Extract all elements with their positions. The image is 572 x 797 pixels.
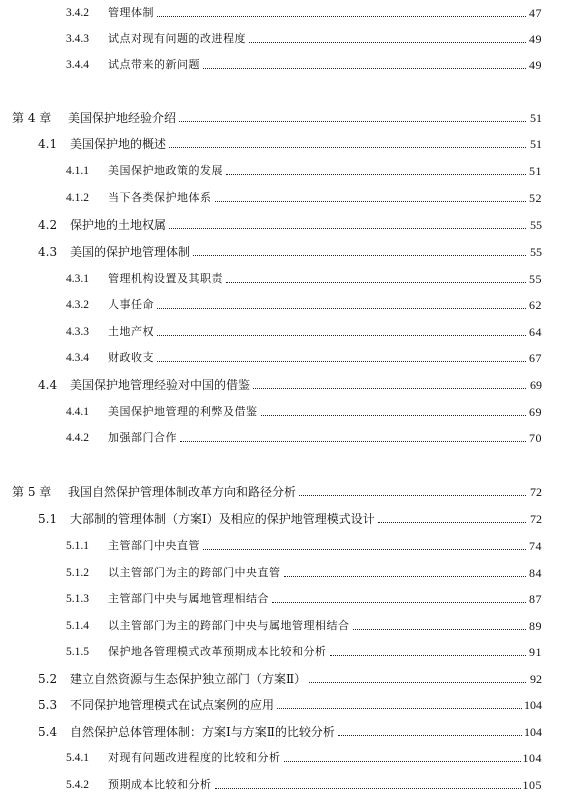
toc-entry-title: 人事任命	[108, 298, 154, 311]
toc-entry-page: 49	[529, 32, 542, 46]
toc-entry-page: 104	[524, 725, 542, 739]
toc-entry-number: 4.1.1	[66, 165, 89, 177]
toc-dot-leader	[169, 147, 526, 148]
toc-entry-title: 管理机构设置及其职责	[108, 272, 223, 285]
toc-entry-number: 5.2	[38, 672, 58, 686]
toc-entry-number: 5.1.1	[66, 540, 89, 552]
toc-entry-number: 5.1.5	[66, 646, 89, 658]
toc-entry-number: 3.4.3	[66, 33, 89, 45]
toc-dot-leader	[193, 255, 526, 256]
toc-entry-title: 试点对现有问题的改进程度	[108, 32, 246, 45]
toc-entry-page: 72	[530, 512, 542, 526]
toc-entry-number: 3.4.4	[66, 59, 89, 71]
toc-entry[interactable]	[66, 641, 542, 659]
toc-entry[interactable]	[38, 668, 542, 686]
toc-entry[interactable]	[66, 187, 542, 205]
toc-entry-title: 建立自然资源与生态保护独立部门（方案Ⅱ）	[70, 672, 307, 686]
toc-entry-title: 自然保护总体管理体制：方案Ⅰ与方案Ⅱ的比较分析	[70, 725, 335, 739]
toc-dot-leader	[203, 549, 526, 550]
toc-entry-number: 5.1	[38, 512, 58, 526]
toc-chapter-entry[interactable]	[12, 481, 542, 499]
toc-dot-leader	[226, 282, 526, 283]
toc-entry-page: 55	[530, 245, 542, 259]
toc-entry-number: 4.3.1	[66, 273, 89, 285]
toc-entry-number: 4.4.2	[66, 432, 89, 444]
toc-entry-page: 89	[529, 619, 542, 633]
toc-entry-title: 保护地的土地权属	[70, 218, 167, 232]
toc-dot-leader	[284, 761, 521, 762]
toc-entry-page: 105	[522, 778, 542, 792]
toc-entry-page: 51	[530, 137, 542, 151]
toc-entry-number: 4.3.3	[66, 326, 89, 338]
toc-entry-title: 当下各类保护地体系	[108, 191, 212, 204]
toc-entry[interactable]	[66, 294, 542, 312]
toc-entry-title: 美国保护地经验介绍	[68, 111, 177, 125]
toc-entry[interactable]	[66, 347, 542, 365]
toc-entry[interactable]	[66, 401, 542, 419]
toc-entry[interactable]	[66, 747, 542, 765]
toc-entry-page: 69	[530, 378, 542, 392]
toc-entry-page: 70	[529, 431, 542, 445]
toc-dot-leader	[338, 735, 522, 736]
toc-entry-title: 加强部门合作	[108, 431, 177, 444]
toc-entry[interactable]	[66, 615, 542, 633]
toc-entry-number: 5.1.3	[66, 593, 89, 605]
toc-dot-leader	[299, 495, 526, 496]
toc-entry-number: 4.4	[38, 378, 58, 392]
toc-entry-number: 5.1.2	[66, 567, 89, 579]
toc-entry-page: 47	[529, 6, 542, 20]
toc-entry-title: 管理体制	[108, 6, 154, 19]
toc-entry-number: 5.3	[38, 698, 58, 712]
toc-dot-leader	[249, 42, 526, 43]
toc-entry-page: 64	[529, 325, 542, 339]
toc-entry-number: 4.1	[38, 137, 58, 151]
toc-entry-page: 74	[529, 539, 542, 553]
toc-entry-title: 试点带来的新问题	[108, 58, 200, 71]
toc-entry-title: 美国保护地的概述	[70, 137, 167, 151]
toc-dot-leader	[272, 602, 526, 603]
toc-entry-page: 104	[522, 751, 542, 765]
toc-entry-number: 4.1.2	[66, 192, 89, 204]
toc-entry-number: 3.4.2	[66, 7, 89, 19]
toc-entry-title: 以主管部门为主的跨部门中央与属地管理相结合	[108, 619, 350, 632]
toc-entry-title: 以主管部门为主的跨部门中央直管	[108, 566, 281, 579]
toc-dot-leader	[226, 174, 526, 175]
toc-entry[interactable]	[38, 374, 542, 392]
toc-entry[interactable]	[66, 774, 542, 792]
toc-entry[interactable]	[66, 535, 542, 553]
toc-dot-leader	[253, 388, 526, 389]
toc-entry-title: 不同保护地管理模式在试点案例的应用	[70, 698, 275, 712]
toc-entry-title: 土地产权	[108, 325, 154, 338]
toc-entry-number: 第 5 章	[12, 485, 52, 499]
toc-entry-title: 财政收支	[108, 351, 154, 364]
toc-entry[interactable]	[38, 214, 542, 232]
toc-entry-title: 主管部门中央直管	[108, 539, 200, 552]
toc-entry[interactable]	[66, 2, 542, 20]
toc-entry[interactable]	[66, 160, 542, 178]
toc-dot-leader	[157, 16, 526, 17]
toc-dot-leader	[378, 522, 526, 523]
toc-entry-number: 4.3.2	[66, 299, 89, 311]
toc-entry-number: 5.4	[38, 725, 58, 739]
toc-entry-number: 5.1.4	[66, 620, 89, 632]
toc-entry-title: 预期成本比较和分析	[108, 778, 212, 791]
toc-entry-number: 5.4.1	[66, 752, 89, 764]
toc-entry-page: 51	[530, 111, 542, 125]
toc-entry-number: 4.2	[38, 218, 58, 232]
toc-entry[interactable]	[38, 721, 542, 739]
toc-entry-page: 55	[529, 272, 542, 286]
toc-dot-leader	[309, 682, 526, 683]
toc-entry-title: 主管部门中央与属地管理相结合	[108, 592, 269, 605]
toc-dot-leader	[203, 68, 526, 69]
toc-entry-title: 美国保护地管理经验对中国的借鉴	[70, 378, 251, 392]
toc-entry-page: 55	[530, 218, 542, 232]
toc-entry[interactable]	[38, 694, 542, 712]
toc-dot-leader	[157, 308, 526, 309]
toc-entry-page: 87	[529, 592, 542, 606]
toc-entry[interactable]	[38, 241, 542, 259]
toc-dot-leader	[284, 576, 527, 577]
toc-entry[interactable]	[66, 588, 542, 606]
toc-chapter-entry[interactable]	[12, 107, 542, 125]
toc-entry-title: 大部制的管理体制（方案Ⅰ）及相应的保护地管理模式设计	[70, 512, 375, 526]
toc-entry[interactable]	[66, 321, 542, 339]
toc-entry-page: 104	[524, 698, 542, 712]
toc-dot-leader	[169, 228, 526, 229]
toc-entry-page: 67	[529, 351, 542, 365]
toc-entry-page: 69	[529, 405, 542, 419]
toc-entry[interactable]	[38, 508, 542, 526]
toc-entry[interactable]	[66, 562, 542, 580]
toc-entry[interactable]	[66, 54, 542, 72]
toc-entry[interactable]	[66, 268, 542, 286]
toc-entry-page: 84	[529, 566, 542, 580]
toc-entry-title: 美国保护地管理的利弊及借鉴	[108, 405, 258, 418]
toc-entry-page: 62	[529, 298, 542, 312]
toc-dot-leader	[180, 441, 526, 442]
toc-entry-number: 第 4 章	[12, 111, 52, 125]
toc-dot-leader	[157, 361, 526, 362]
toc-dot-leader	[157, 335, 526, 336]
toc-entry-title: 对现有问题改进程度的比较和分析	[108, 751, 281, 764]
toc-dot-leader	[353, 629, 527, 630]
toc-entry[interactable]	[66, 28, 542, 46]
toc-entry-page: 92	[530, 672, 542, 686]
toc-entry-number: 4.4.1	[66, 406, 89, 418]
toc-entry-title: 保护地各管理模式改革预期成本比较和分析	[108, 645, 327, 658]
toc-entry-page: 91	[529, 645, 542, 659]
toc-entry-page: 49	[529, 58, 542, 72]
toc-entry-title: 美国的保护地管理体制	[70, 245, 191, 259]
toc-entry[interactable]	[66, 427, 542, 445]
toc-entry[interactable]	[38, 133, 542, 151]
toc-entry-title: 美国保护地政策的发展	[108, 164, 223, 177]
toc-dot-leader	[215, 788, 521, 789]
toc-dot-leader	[277, 708, 522, 709]
toc-entry-page: 51	[529, 164, 542, 178]
toc-entry-number: 4.3.4	[66, 352, 89, 364]
toc-entry-page: 72	[530, 485, 542, 499]
toc-dot-leader	[261, 415, 527, 416]
toc-entry-number: 5.4.2	[66, 779, 89, 791]
toc-entry-number: 4.3	[38, 245, 58, 259]
toc-dot-leader	[330, 655, 527, 656]
toc-entry-title: 我国自然保护管理体制改革方向和路径分析	[68, 485, 297, 499]
toc-entry-page: 52	[529, 191, 542, 205]
toc-dot-leader	[179, 121, 526, 122]
toc-dot-leader	[215, 201, 527, 202]
